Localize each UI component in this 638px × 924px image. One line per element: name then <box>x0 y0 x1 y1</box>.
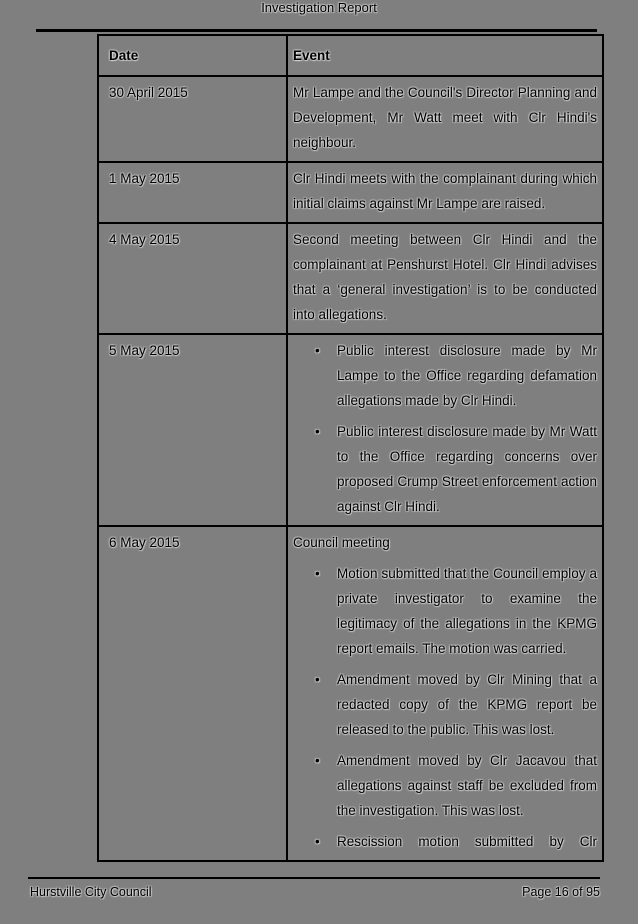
column-header-date: Date <box>98 35 287 76</box>
bullet-item: • Public interest disclosure made by Mr Lampe to the Office regarding defamation allegations made by Clr Hindi. <box>293 338 597 413</box>
table-row <box>98 334 603 526</box>
event-cell <box>287 76 603 162</box>
timeline-table-body <box>98 76 603 861</box>
event-cell <box>287 526 603 861</box>
footer-rule <box>28 877 600 879</box>
event-cell <box>287 334 603 526</box>
header-rule <box>36 29 597 32</box>
date-cell: 5 May 2015 <box>98 334 287 526</box>
date-cell: 4 May 2015 <box>98 223 287 334</box>
event-text: Mr Lampe and the Council's Director Planning and Development, Mr Watt meet with Clr Hindi's neighbour. <box>293 85 597 150</box>
event-text: Second meeting between Clr Hindi and the complainant at Penshurst Hotel. Clr Hindi advises that a ‘general investigation’ is to be conducted into allegations. <box>293 232 597 322</box>
bullet-item: • Amendment moved by Clr Jacavou that allegations against staff be excluded from the investigation. This was lost. <box>293 748 597 823</box>
bullet-item: • Motion submitted that the Council employ a private investigator to examine the legitimacy of the allegations in the KPMG report emails. The motion was carried. <box>293 561 597 661</box>
table-row <box>98 162 603 223</box>
date-cell: 30 April 2015 <box>98 76 287 162</box>
page-title: Investigation Report <box>261 0 377 15</box>
bullet-item: • Rescission motion submitted by Clr <box>293 829 597 854</box>
event-cell <box>287 223 603 334</box>
footer-org: Hurstville City Council <box>30 885 152 899</box>
date-cell: 1 May 2015 <box>98 162 287 223</box>
column-header-event: Event <box>287 35 603 76</box>
event-text: Clr Hindi meets with the complainant during which initial claims against Mr Lampe are raised. <box>293 171 597 211</box>
footer-page-number: Page 16 of 95 <box>522 885 600 899</box>
table-row <box>98 223 603 334</box>
table-header-row <box>98 35 603 76</box>
timeline-table <box>97 34 604 862</box>
event-text: Council meeting <box>293 535 390 550</box>
date-cell: 6 May 2015 <box>98 526 287 861</box>
event-cell <box>287 162 603 223</box>
bullet-item: • Public interest disclosure made by Mr Watt to the Office regarding concerns over proposed Crump Street enforcement action against Clr Hindi. <box>293 419 597 519</box>
table-row <box>98 526 603 861</box>
table-row <box>98 76 603 162</box>
bullet-item: • Amendment moved by Clr Mining that a redacted copy of the KPMG report be released to the public. This was lost. <box>293 667 597 742</box>
